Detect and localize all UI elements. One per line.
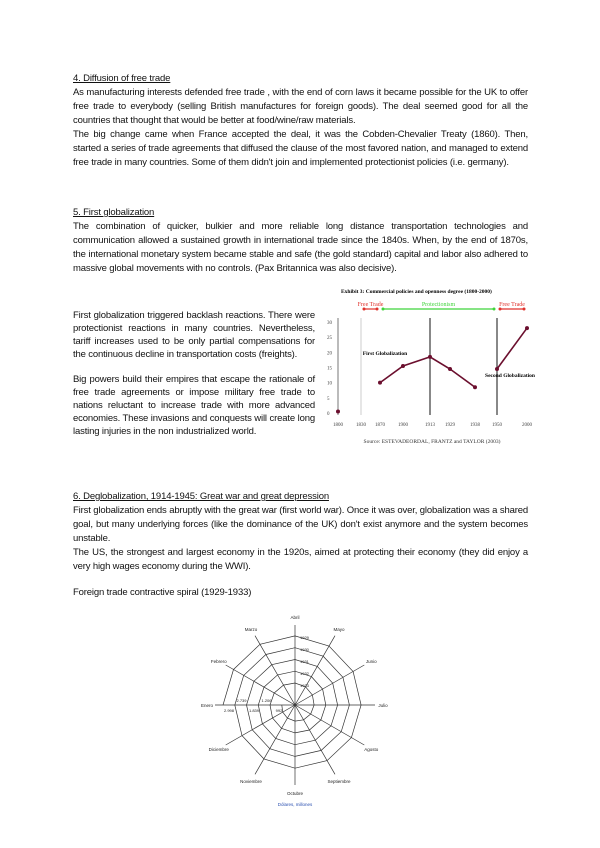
value-label: 2.739 [236, 698, 247, 703]
annotation-second-globalization: Second Globalization [485, 373, 535, 379]
value-label: 2.998 [223, 708, 235, 713]
month-label: Octubre [286, 791, 304, 796]
data-point [495, 367, 499, 371]
annotation-first-globalization: First Globalization [362, 351, 408, 357]
x-tick-label: 1830 [356, 423, 366, 428]
y-tick-label: 5 [327, 396, 330, 402]
data-point [473, 385, 477, 389]
diagram-source: Dólares, millones [277, 802, 313, 807]
period-label: Free Trade [357, 302, 384, 308]
month-label: Enero [200, 703, 214, 708]
paragraph: The big change came when France accepted the deal, it was the Cobden-Chevalier Treaty (1860). Then, started a series of trade agreements that diffused the clause of the most favored nation, and managed to extend free trade in many countries. Some of them didn't join and implemented protectionist policies (i.e. germany). [73, 129, 528, 168]
section-first-globalization [73, 206, 528, 276]
paragraph: First globalization ends abruptly with the great war (first world war). Once it was over, globalization was a shared goal, but many underlying forces (like the dominance of the UK) don't exist anymore and the system becomes unstable. [73, 505, 528, 544]
x-tick-label: 1800 [333, 423, 343, 428]
data-point [428, 355, 432, 359]
value-label: 992 [275, 708, 283, 713]
period-end [382, 308, 385, 311]
x-tick-label: 1938 [470, 423, 480, 428]
section-diffusion-free-trade [73, 72, 528, 170]
y-tick-label: 0 [327, 412, 330, 417]
x-tick-label: 1870 [375, 423, 385, 428]
y-tick-label: 15 [327, 366, 332, 372]
openness-chart [327, 285, 537, 450]
period-end [493, 308, 496, 311]
month-label: Diciembre [208, 747, 229, 752]
chart-title: Exhibit 3: Commercial policies and openness degree (1800-2000) [341, 289, 492, 295]
month-label: Noviembre [240, 779, 262, 785]
month-label: Mayo [333, 626, 345, 632]
chart-source: Source: ESTEVADEORDAL, FRANTZ and TAYLOR (2003) [363, 439, 501, 445]
series-line [497, 328, 527, 369]
section-heading: 4. Diffusion of free trade [73, 73, 171, 84]
x-tick-label: 1900 [398, 423, 408, 428]
value-label: 1.839 [248, 708, 260, 713]
section-heading: 6. Deglobalization, 1914-1945: Great war and great depression [73, 491, 329, 502]
y-tick-label: 20 [327, 351, 332, 357]
x-tick-label: 1950 [492, 423, 502, 428]
paragraph: As manufacturing interests defended free trade , with the end of corn laws it became possible for the UK to offer free trade to everybody (selling British manufactures for foreign goods). The deal seemed good for all the countries that thought that would be better at food/wine/raw materials. [73, 87, 528, 126]
year-label: 1929 [300, 635, 309, 640]
month-label: Junio [365, 659, 377, 664]
paragraph: Big powers build their empires that escape the rationale of free trade agreements or impose military free trade to nations reluctant to increase trade with more advanced economies. These invasions and conquests will create long lasting injuries in the non industrialized world. [73, 374, 315, 437]
contractive-spiral-diagram [195, 610, 395, 810]
period-label: Free Trade [499, 302, 525, 308]
x-tick-label: 2000 [522, 423, 532, 428]
y-tick-label: 10 [327, 381, 332, 387]
y-tick-label: 25 [327, 336, 332, 342]
month-label: Abril [290, 615, 300, 620]
section-heading: 5. First globalization [73, 207, 155, 218]
series-line [380, 357, 475, 387]
data-point [525, 326, 529, 330]
y-tick-label: 30 [327, 321, 332, 326]
x-tick-label: 1929 [445, 423, 455, 428]
figure-caption: Foreign trade contractive spiral (1929-1933) [73, 587, 252, 598]
month-label: Febrero [210, 659, 227, 664]
month-label: Septiembre [327, 779, 351, 785]
data-point [448, 367, 452, 371]
year-label: 1930 [300, 647, 309, 652]
year-label: 1932 [300, 671, 309, 676]
paragraph: The US, the strongest and largest economy in the 1920s, aimed at protecting their economy (they did enjoy a very high wages economy during the WWI). [73, 547, 528, 572]
period-label: Protectionism [421, 302, 456, 308]
year-label: 1931 [300, 659, 309, 664]
section-deglobalization [73, 490, 528, 600]
left-column-text [73, 309, 315, 450]
year-label: 1933 [300, 683, 309, 688]
paragraph: The combination of quicker, bulkier and more reliable long distance transportation technologies and communication allowed a sustained growth in international trade since the 1840s. When, by the end of 1870s, the international monetary system became stable and safe (the gold standard) capital and labor also adhered to massive global movements with no controls. (Pax Britannica was also decisive). [73, 221, 528, 274]
paragraph: First globalization triggered backlash reactions. There were protectionist reactions in many countries. Nevertheless, tariff increases used to be only partial compensations for the continuous decline in transportation costs (freights). [73, 310, 315, 360]
month-label: Agosto [364, 747, 379, 752]
value-label: 1.206 [261, 698, 272, 703]
x-tick-label: 1913 [425, 423, 435, 428]
data-point [401, 364, 405, 368]
month-label: Julio [378, 703, 388, 708]
data-point [378, 381, 382, 385]
data-point [336, 409, 340, 413]
month-label: Marzo [244, 626, 258, 632]
